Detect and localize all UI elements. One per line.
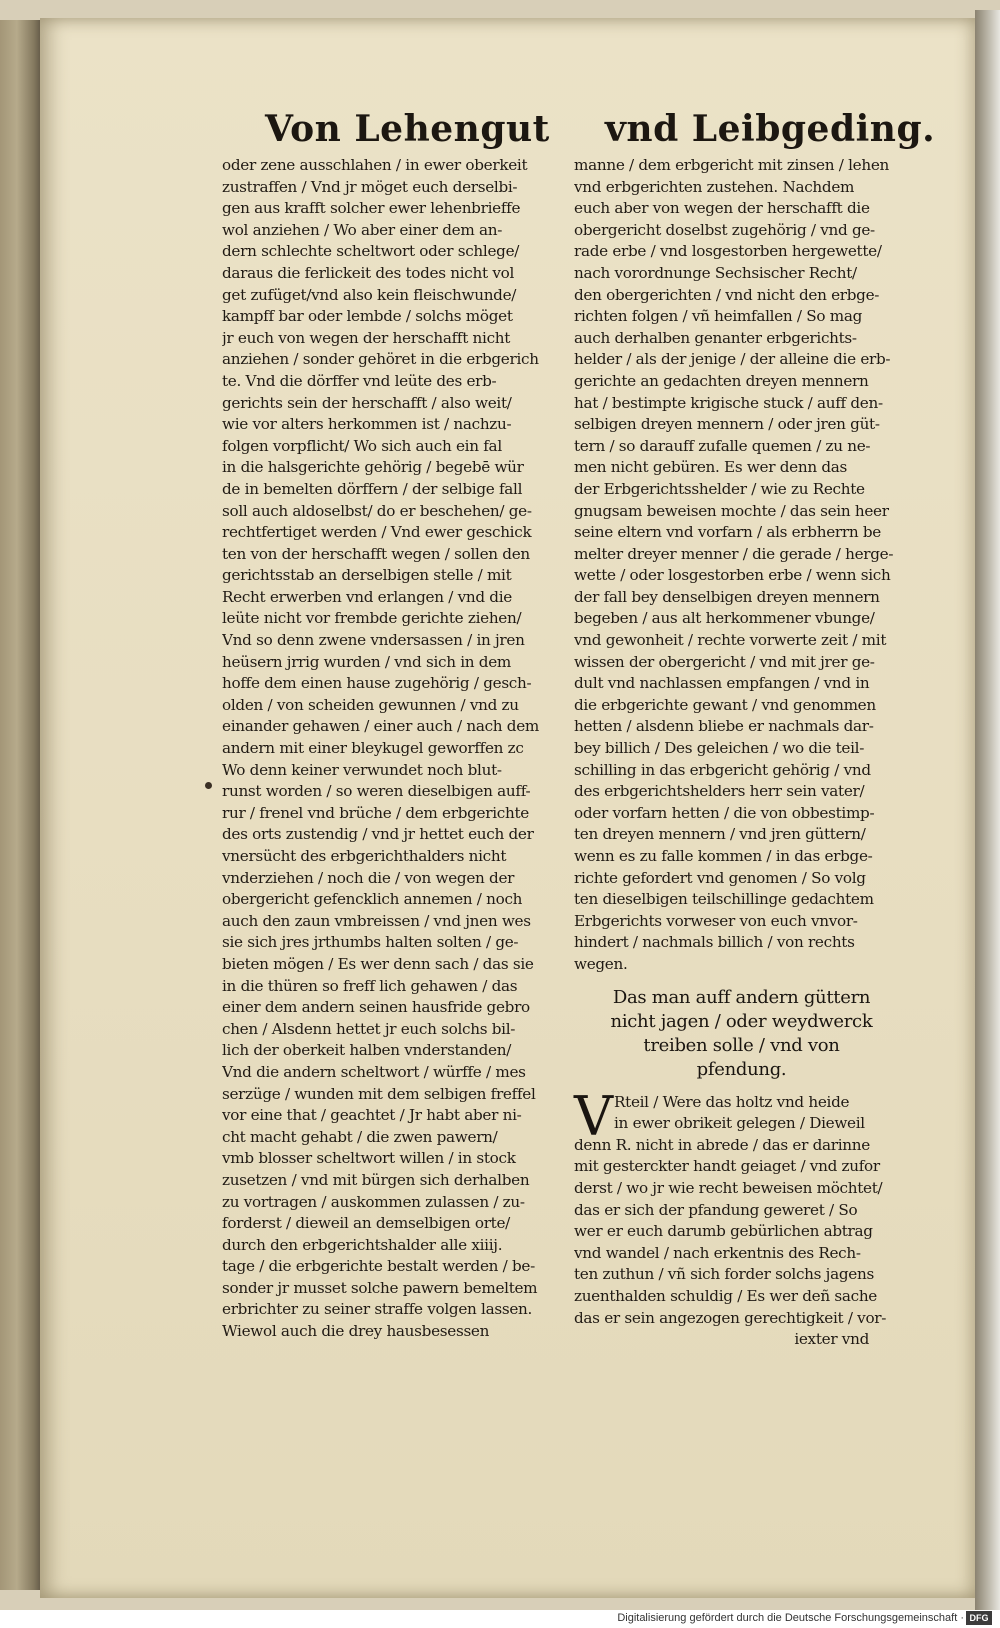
- text-line: das er sein angezogen gerechtigkeit / vor-: [574, 1308, 887, 1327]
- text-line: Rteil / Were das holtz vnd heide: [614, 1092, 850, 1111]
- text-line: melter dreyer menner / die gerade / herge-: [574, 544, 894, 563]
- text-line: chen / Alsdenn hettet jr euch solchs bil-: [222, 1019, 516, 1038]
- drop-initial: V: [574, 1084, 613, 1148]
- ink-blot: [205, 782, 212, 789]
- text-column-left: [222, 155, 560, 1343]
- text-line: des orts zustendig / vnd jr hettet euch der: [222, 825, 534, 844]
- text-line: Erbgerichts vorweser von euch vnvor-: [574, 911, 858, 930]
- text-line: derst / wo jr wie recht beweisen möchtet/: [574, 1178, 883, 1197]
- text-line: obergericht doselbst zugehörig / vnd ge-: [574, 220, 875, 239]
- text-line: gerichte an gedachten dreyen mennern: [574, 371, 869, 390]
- text-line: anziehen / sonder gehöret in die erbgerich: [222, 350, 539, 369]
- text-line: zuenthalden schuldig / Es wer deñ sache: [574, 1286, 877, 1305]
- text-line: ten von der herschafft wegen / sollen den: [222, 544, 530, 563]
- text-line: selbigen dreyen mennern / oder jren güt-: [574, 415, 880, 434]
- text-line: men nicht gebüren. Es wer denn das: [574, 458, 848, 477]
- text-line: durch den erbgerichtshalder alle xiiij.: [222, 1235, 503, 1254]
- text-line: wie vor alters herkommen ist / nachzu-: [222, 415, 512, 434]
- text-line: in die thüren so freff lich gehawen / das: [222, 976, 518, 995]
- text-line: des erbgerichtshelders herr sein vater/: [574, 782, 865, 801]
- text-line: sonder jr musset solche pawern bemeltem: [222, 1278, 538, 1297]
- text-line: schilling in das erbgericht gehörig / vnd: [574, 760, 871, 779]
- text-line: begeben / aus alt herkommener vbunge/: [574, 609, 875, 628]
- text-line: get zufüget/vnd also kein fleischwunde/: [222, 285, 517, 304]
- text-line: zustraffen / Vnd jr möget euch derselbi-: [222, 177, 518, 196]
- text-line: forderst / dieweil an demselbigen orte/: [222, 1214, 510, 1233]
- text-line: Vnd die andern scheltwort / würffe / mes: [222, 1062, 526, 1081]
- text-line: oder vorfarn hetten / die von obbestimp-: [574, 803, 875, 822]
- section-heading: [574, 986, 909, 1082]
- text-line: helder / als der jenige / der alleine die erb-: [574, 350, 891, 369]
- text-line: vnd gewonheit / rechte vorwerte zeit / mit: [574, 631, 887, 650]
- text-line: olden / von scheiden gewunnen / vnd zu: [222, 695, 519, 714]
- text-line: tern / so darauff zufalle quemen / zu ne-: [574, 436, 871, 455]
- text-line: auch derhalben genanter erbgerichts-: [574, 328, 857, 347]
- text-line: hoffe dem einen hause zugehörig / gesch-: [222, 674, 532, 693]
- right-column-continuation: [574, 1135, 909, 1329]
- text-line: wette / oder losgestorben erbe / wenn sich: [574, 566, 891, 585]
- text-line: gerichts sein der herschafft / also weit/: [222, 393, 512, 412]
- text-line: bey billich / Des geleichen / wo die teil-: [574, 739, 865, 758]
- indented-lines: [574, 1092, 909, 1135]
- text-line: manne / dem erbgericht mit zinsen / lehen: [574, 156, 889, 174]
- text-line: zusetzen / vnd mit bürgen sich derhalben: [222, 1170, 530, 1189]
- text-line: de in bemelten dörffern / der selbige fall: [222, 479, 523, 498]
- running-head-left: Von Lehengut: [265, 108, 550, 150]
- text-line: leüte nicht vor frembde gerichte ziehen/: [222, 609, 522, 628]
- text-line: euch aber von wegen der herschafft die: [574, 199, 870, 218]
- text-line: wer er euch darumb gebürlichen abtrag: [574, 1222, 873, 1241]
- text-line: gerichtsstab an derselbigen stelle / mit: [222, 566, 512, 585]
- text-line: runst worden / so weren dieselbigen auff-: [222, 782, 531, 801]
- text-column-right: [574, 155, 909, 1351]
- text-line: daraus die ferlickeit des todes nicht vol: [222, 263, 515, 282]
- text-line: vnersücht des erbgerichthalders nicht: [222, 847, 507, 865]
- text-line: andern mit einer bleykugel geworffen zc: [222, 739, 524, 758]
- text-line: das er sich der pfandung geweret / So: [574, 1200, 858, 1219]
- text-line: wegen.: [574, 954, 628, 973]
- text-line: denn R. nicht in abrede / das er darinne: [574, 1135, 870, 1154]
- text-line: gen aus krafft solcher ewer lehenbrieffe: [222, 199, 521, 218]
- text-line: ten dieselbigen teilschillinge gedachtem: [574, 890, 874, 909]
- text-line: wissen der obergericht / vnd mit jrer ge-: [574, 652, 875, 671]
- text-line: wol anziehen / Wo aber einer dem an-: [222, 220, 503, 239]
- page-edge-shadow: [975, 10, 1000, 1610]
- text-line: oder zene ausschlahen / in ewer oberkeit: [222, 156, 528, 174]
- text-line: vor eine that / geachtet / Jr habt aber ni-: [222, 1106, 522, 1125]
- text-line: einer dem andern seinen hausfride gebro: [222, 998, 530, 1017]
- text-line: lich der oberkeit halben vnderstanden/: [222, 1041, 512, 1060]
- text-line: zu vortragen / auskommen zulassen / zu-: [222, 1192, 525, 1211]
- right-column-body: [574, 155, 909, 976]
- text-line: vmb blosser scheltwort willen / in stock: [222, 1149, 516, 1168]
- text-line: rechtfertiget werden / Vnd ewer geschick: [222, 523, 532, 542]
- text-line: obergericht gefencklich annemen / noch: [222, 890, 523, 909]
- text-line: rade erbe / vnd losgestorben hergewette/: [574, 242, 882, 261]
- heading-line: pfendung.: [696, 1058, 787, 1080]
- text-line: heüsern jrrig wurden / vnd sich in dem: [222, 652, 511, 671]
- text-line: Vnd so denn zwene vndersassen / in jren: [222, 631, 525, 650]
- text-line: auch den zaun vmbreissen / vnd jnen wes: [222, 911, 531, 930]
- text-line: den obergerichten / vnd nicht den erbge-: [574, 285, 880, 304]
- running-head-right: vnd Leibgeding.: [605, 108, 936, 150]
- text-line: serzüge / wunden mit dem selbigen freffel: [222, 1084, 536, 1103]
- text-line: richten folgen / vñ heimfallen / So mag: [574, 307, 862, 326]
- dfg-logo: DFG: [966, 1611, 992, 1625]
- text-line: kampff bar oder lembde / solchs möget: [222, 307, 513, 326]
- text-line: die erbgerichte gewant / vnd genommen: [574, 695, 876, 714]
- text-line: vnd erbgerichten zustehen. Nachdem: [574, 177, 855, 196]
- text-line: ten zuthun / vñ sich forder solchs jagens: [574, 1265, 874, 1284]
- text-line: cht macht gehabt / die zwen pawern/: [222, 1127, 498, 1146]
- text-line: dult vnd nachlassen empfangen / vnd in: [574, 674, 870, 693]
- text-line: seine eltern vnd vorfarn / als erbherrn be: [574, 523, 881, 542]
- text-line: Recht erwerben vnd erlangen / vnd die: [222, 587, 512, 606]
- text-line: tage / die erbgerichte bestalt werden / be-: [222, 1257, 535, 1276]
- text-line: hindert / nachmals billich / von rechts: [574, 933, 855, 952]
- text-line: hat / bestimpte krigische stuck / auff den-: [574, 393, 883, 412]
- text-line: einander gehawen / einer auch / nach dem: [222, 717, 540, 736]
- text-line: jr euch von wegen der herschafft nicht: [222, 328, 511, 347]
- footer-credit: Digitalisierung gefördert durch die Deutsche Forschungsgemeinschaft ·: [617, 1612, 964, 1624]
- text-line: folgen vorpflicht/ Wo sich auch ein fal: [222, 436, 502, 455]
- heading-line: Das man auff andern güttern: [612, 986, 871, 1008]
- text-line: dern schlechte scheltwort oder schlege/: [222, 242, 520, 261]
- text-line: nach vorordnunge Sechsischer Recht/: [574, 263, 857, 282]
- text-line: rur / frenel vnd brüche / dem erbgerichte: [222, 803, 529, 822]
- text-line: richte gefordert vnd genomen / So volg: [574, 868, 866, 887]
- catchword: iexter vnd: [794, 1330, 869, 1349]
- text-line: hetten / alsdenn bliebe er nachmals dar-: [574, 717, 874, 736]
- text-line: in ewer obrikeit gelegen / Dieweil: [614, 1114, 865, 1133]
- text-line: te. Vnd die dörffer vnd leüte des erb-: [222, 371, 497, 390]
- text-line: erbrichter zu seiner straffe volgen lassen.: [222, 1300, 533, 1319]
- text-line: sie sich jres jrthumbs halten solten / ge-: [222, 933, 519, 952]
- text-line: mit gesterckter handt geiaget / vnd zufor: [574, 1157, 880, 1176]
- book-edge: [0, 20, 42, 1590]
- heading-line: treiben solle / vnd von: [643, 1034, 840, 1056]
- heading-line: nicht jagen / oder weydwerck: [610, 1010, 873, 1032]
- text-line: Wo denn keiner verwundet noch blut-: [222, 760, 502, 779]
- text-line: in die halsgerichte gehörig / begebē wür: [222, 458, 524, 477]
- text-line: bieten mögen / Es wer denn sach / das sie: [222, 954, 534, 973]
- text-line: soll auch aldoselbst/ do er beschehen/ ge-: [222, 501, 532, 520]
- text-line: wenn es zu falle kommen / in das erbge-: [574, 847, 873, 865]
- text-line: vnd wandel / nach erkentnis des Rech-: [574, 1243, 861, 1262]
- text-line: ten dreyen mennern / vnd jren güttern/: [574, 825, 866, 844]
- text-line: Wiewol auch die drey hausbesessen: [222, 1322, 490, 1341]
- text-line: gnugsam beweisen mochte / das sein heer: [574, 501, 889, 520]
- text-line: der fall bey denselbigen dreyen mennern: [574, 587, 880, 606]
- text-line: vnderziehen / noch die / von wegen der: [222, 868, 515, 887]
- text-line: der Erbgerichtsshelder / wie zu Rechte: [574, 479, 865, 498]
